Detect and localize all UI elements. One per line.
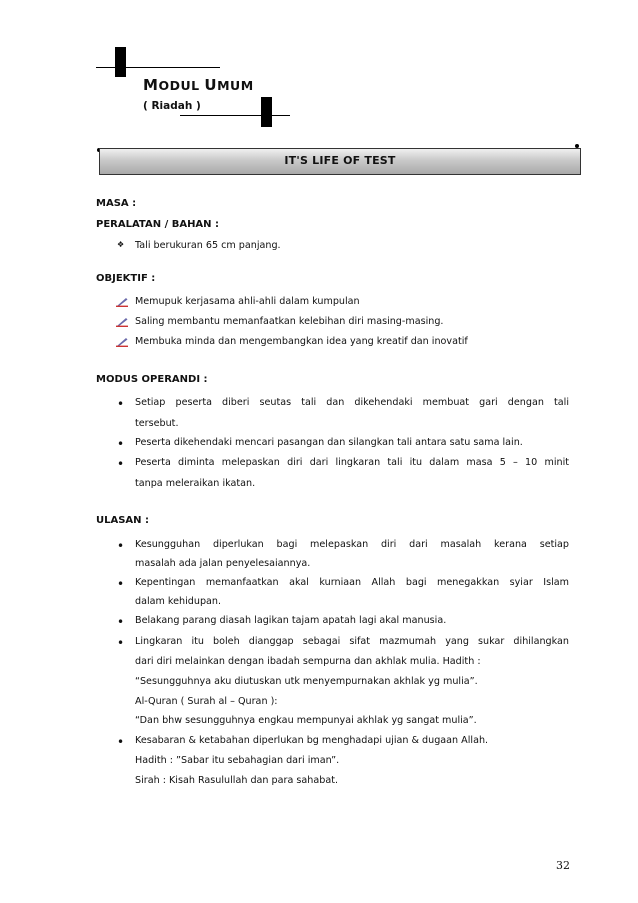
header-bar-left bbox=[115, 47, 126, 77]
ulasan-label: ULASAN : bbox=[96, 515, 150, 526]
ulasan-item-line: Al-Quran ( Surah al – Quran ): bbox=[135, 696, 278, 707]
modus-label: MODUS OPERANDI : bbox=[96, 374, 208, 385]
title-banner bbox=[99, 148, 581, 175]
pencil-bullet-icon bbox=[116, 297, 128, 307]
header-line-bottom bbox=[180, 115, 290, 116]
modus-item-line: Peserta dikehendaki mencari pasangan dan silangkan tali antara satu sama lain. bbox=[135, 437, 523, 448]
modus-item-line: Peserta diminta melepaskan diri dari lingkaran tali itu dalam masa 5 – 10 minit bbox=[135, 457, 569, 468]
ulasan-item-line: Kepentingan memanfaatkan akal kurniaan Allah bagi menegakkan syiar Islam bbox=[135, 577, 569, 588]
page-number: 32 bbox=[556, 859, 570, 872]
pencil-bullet-icon bbox=[116, 317, 128, 327]
objektif-item: Membuka minda dan mengembangkan idea yang kreatif dan inovatif bbox=[135, 336, 468, 347]
module-title: MODUL UMUM bbox=[143, 76, 254, 94]
bullet-icon: • bbox=[117, 636, 125, 650]
modus-item-line: tersebut. bbox=[135, 418, 179, 429]
masa-label: MASA : bbox=[96, 198, 137, 209]
bullet-icon: • bbox=[117, 457, 125, 471]
header-line-top bbox=[96, 67, 220, 68]
bullet-icon: • bbox=[117, 437, 125, 451]
objektif-item: Memupuk kerjasama ahli-ahli dalam kumpulan bbox=[135, 296, 360, 307]
bullet-icon: • bbox=[117, 735, 125, 749]
modus-item-line: tanpa meleraikan ikatan. bbox=[135, 478, 256, 489]
bullet-icon: • bbox=[117, 577, 125, 591]
peralatan-label: PERALATAN / BAHAN : bbox=[96, 219, 220, 230]
peralatan-item: Tali berukuran 65 cm panjang. bbox=[135, 240, 281, 251]
ulasan-item-line: masalah ada jalan penyelesaiannya. bbox=[135, 558, 311, 569]
bullet-icon: • bbox=[117, 615, 125, 629]
module-subtitle: ( Riadah ) bbox=[143, 100, 201, 112]
modus-item-line: Setiap peserta diberi seutas tali dan dikehendaki membuat gari dengan tali bbox=[135, 397, 569, 408]
ulasan-item-line: Lingkaran itu boleh dianggap sebagai sifat mazmumah yang sukar dihilangkan bbox=[135, 636, 569, 647]
header-bar-right bbox=[261, 97, 272, 127]
ulasan-item-line: “Sesungguhnya aku diutuskan utk menyempurnakan akhlak yg mulia”. bbox=[135, 676, 478, 687]
banner-title: IT'S LIFE OF TEST bbox=[284, 154, 396, 167]
objektif-item: Saling membantu memanfaatkan kelebihan diri masing-masing. bbox=[135, 316, 444, 327]
pencil-bullet-icon bbox=[116, 337, 128, 347]
bullet-icon: • bbox=[117, 397, 125, 411]
ulasan-item-line: dari diri melainkan dengan ibadah sempurna dan akhlak mulia. Hadith : bbox=[135, 656, 481, 667]
ulasan-item-line: dalam kehidupan. bbox=[135, 596, 222, 607]
ulasan-item-line: Belakang parang diasah lagikan tajam apatah lagi akal manusia. bbox=[135, 615, 447, 626]
ulasan-item-line: Kesabaran & ketabahan diperlukan bg menghadapi ujian & dugaan Allah. bbox=[135, 735, 489, 746]
ulasan-item-line: Hadith : ”Sabar itu sebahagian dari iman”. bbox=[135, 755, 340, 766]
ulasan-item-line: Sirah : Kisah Rasulullah dan para sahabat. bbox=[135, 775, 339, 786]
bullet-icon: • bbox=[117, 539, 125, 553]
ulasan-item-line: “Dan bhw sesungguhnya engkau mempunyai akhlak yg sangat mulia”. bbox=[135, 715, 477, 726]
objektif-label: OBJEKTIF : bbox=[96, 273, 156, 284]
diamond-bullet-icon: ❖ bbox=[117, 240, 125, 249]
ulasan-item-line: Kesungguhan diperlukan bagi melepaskan diri dari masalah kerana setiap bbox=[135, 539, 569, 550]
